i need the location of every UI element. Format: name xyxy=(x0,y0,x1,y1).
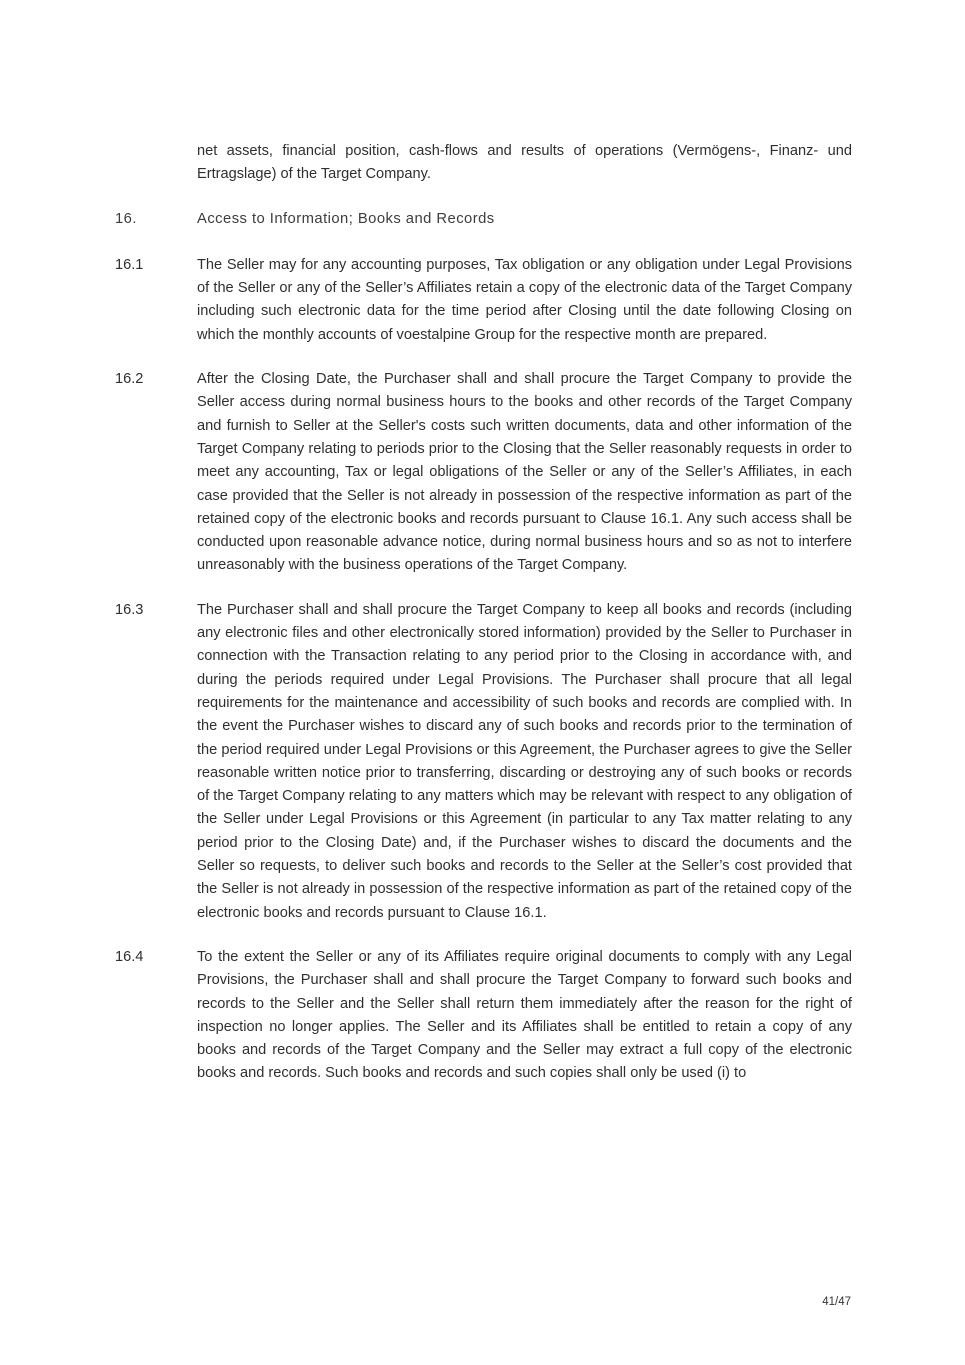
clause-number: 16.3 xyxy=(115,601,144,618)
section-number: 16. xyxy=(115,210,137,227)
continuation-paragraph xyxy=(115,140,852,187)
page-number: 41/47 xyxy=(822,1296,851,1308)
paragraph-number-empty xyxy=(115,140,197,187)
clause-16-2 xyxy=(115,368,852,578)
clause-number: 16.1 xyxy=(115,256,144,273)
clause-16-1 xyxy=(115,254,852,347)
clause-number: 16.4 xyxy=(115,948,144,965)
clause-16-3 xyxy=(115,599,852,925)
continuation-text: net assets, financial position, cash-flows and results of operations (Vermögens-, Finanz- und Ertragslage) of the Target Company. xyxy=(197,143,852,183)
clause-text: To the extent the Seller or any of its Affiliates require original documents to comply with any Legal Provisions, the Purchaser shall and shall procure the Target Company to forward such books and records to the Seller and the Seller shall return them immediately after the reason for the right of inspection no longer applies. The Seller and its Affiliates shall be entitled to retain a copy of any books and records of the Target Company and the Seller may extract a full copy of the electronic books and records. Such books and records and such copies shall only be used (i) to xyxy=(197,948,852,1082)
document-body xyxy=(115,140,852,1107)
clause-text: The Purchaser shall and shall procure the Target Company to keep all books and records (including any electronic files and other electronically stored information) provided by the Seller to Purchaser in connection with the Transaction relating to any period prior to the Closing in accordance with, and during the periods required under Legal Provisions. The Purchaser shall procure that all legal requirements for the maintenance and accessibility of such books and records are complied with. In the event the Purchaser wishes to discard any of such books and records prior to the termination of the period required under Legal Provisions or this Agreement, the Purchaser agrees to give the Seller reasonable written notice prior to transferring, discarding or destroying any of such books or records of the Target Company relating to any matters which may be relevant with respect to any obligation of the Seller under Legal Provisions or this Agreement (in particular to any Tax matter relating to any period prior to the Closing Date) and, if the Purchaser wishes to discard the documents and the Seller so requests, to deliver such books and records to the Seller at the Seller’s cost provided that the Seller is not already in possession of the respective information as part of the retained copy of the electronic books and records pursuant to Clause 16.1. xyxy=(197,601,852,921)
clause-text: After the Closing Date, the Purchaser shall and shall procure the Target Company to provide the Seller access during normal business hours to the books and other records of the Target Company and furnish to Seller at the Seller's costs such written documents, data and other information of the Target Company relating to periods prior to the Closing that the Seller reasonably requests in order to meet any accounting, Tax or legal obligations of the Seller or any of the Seller’s Affiliates, in each case provided that the Seller is not already in possession of the respective information as part of the retained copy of the electronic books and records pursuant to Clause 16.1. Any such access shall be conducted upon reasonable advance notice, during normal business hours and so as not to interfere unreasonably with the business operations of the Target Company. xyxy=(197,371,852,574)
clause-number: 16.2 xyxy=(115,371,144,388)
section-heading xyxy=(115,208,852,231)
clause-text: The Seller may for any accounting purposes, Tax obligation or any obligation under Legal Provisions of the Seller or any of the Seller’s Affiliates retain a copy of the electronic data of the Target Company including such electronic data for the time period after Closing until the date following Closing on which the monthly accounts of voestalpine Group for the respective month are prepared. xyxy=(197,256,852,343)
clause-16-4 xyxy=(115,946,852,1086)
section-title: Access to Information; Books and Records xyxy=(197,210,495,227)
